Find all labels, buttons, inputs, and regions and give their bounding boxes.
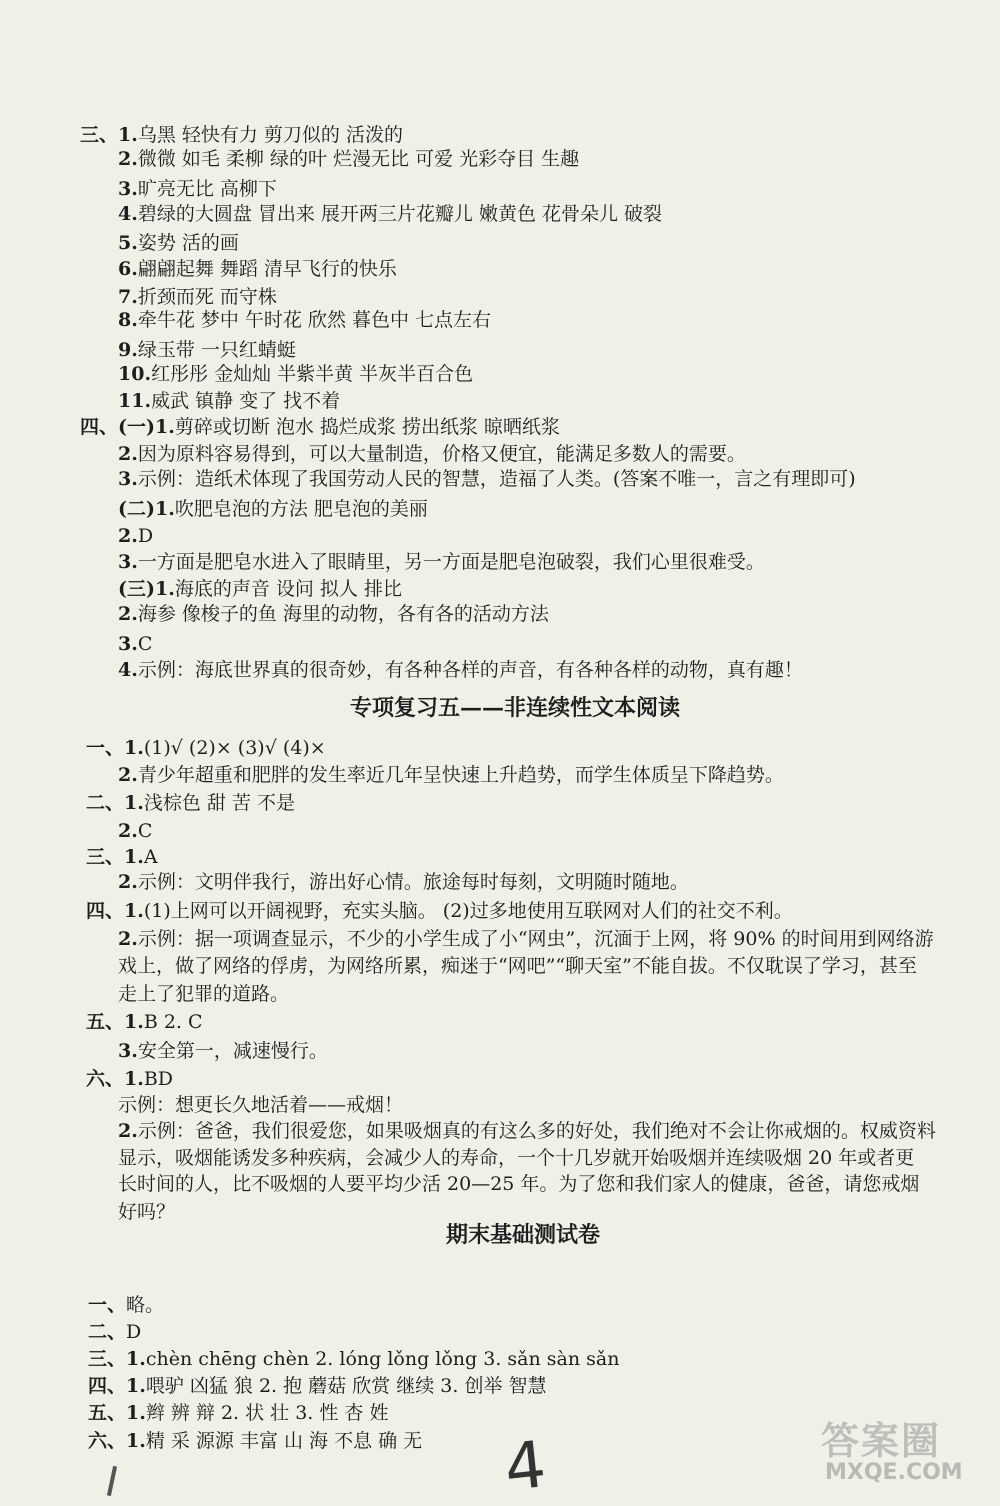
item-number: 四、1. xyxy=(86,900,144,922)
item-number: 11. xyxy=(118,390,152,412)
item-number: 10. xyxy=(118,363,152,385)
answer-text: 精 采 源源 丰富 山 海 不息 确 无 xyxy=(145,1430,423,1452)
answer-text: 戏上，做了网络的俘虏，为网络所累，痴迷于“网吧”“聊天室”不能自拔。不仅耽误了学习，甚至 xyxy=(118,955,917,977)
answer-text: 因为原料容易得到，可以大量制造，价格又便宜，能满足多数人的需要。 xyxy=(137,443,746,465)
answer-line xyxy=(86,898,793,924)
item-number: 4. xyxy=(118,203,138,225)
answer-line xyxy=(88,1319,141,1345)
answer-line xyxy=(88,1346,619,1372)
answer-text: 青少年超重和肥胖的发生率近几年呈快速上升趋势，而学生体质呈下降趋势。 xyxy=(137,764,784,786)
item-number: 2. xyxy=(118,603,138,625)
item-number: 3. xyxy=(118,551,138,573)
answer-line xyxy=(118,496,428,522)
answer-line xyxy=(118,176,277,202)
item-number: 一、 xyxy=(88,1294,127,1316)
answer-line xyxy=(88,1373,547,1399)
answer-text: 安全第一，减速慢行。 xyxy=(137,1040,328,1062)
item-number: 2. xyxy=(118,820,138,842)
answer-line xyxy=(118,818,152,844)
item-number: 三、1. xyxy=(86,846,144,868)
watermark-cn: 答案圈 xyxy=(821,1419,942,1463)
watermark-logo xyxy=(815,1408,995,1494)
answer-text: chèn chēng chèn 2. lóng lǒng lǒng 3. sǎn sàn sǎn xyxy=(145,1348,620,1370)
answer-text: 姿势 活的画 xyxy=(137,232,239,254)
item-number: 2. xyxy=(118,928,138,950)
answer-line xyxy=(118,1171,919,1197)
answer-line xyxy=(118,576,402,602)
answer-text: 浅棕色 甜 苦 不是 xyxy=(143,792,295,814)
item-number: 二、1. xyxy=(86,792,144,814)
watermark-en: MXQE.COM xyxy=(825,1460,963,1485)
item-number: 三、1. xyxy=(80,124,138,146)
answer-line xyxy=(88,1400,388,1426)
answer-line xyxy=(86,790,295,816)
answer-line xyxy=(118,1092,403,1118)
answer-text: B 2. C xyxy=(143,1011,203,1033)
item-number: 8. xyxy=(118,309,138,331)
answer-line xyxy=(118,762,784,788)
answer-line xyxy=(86,1066,173,1092)
answer-line xyxy=(118,230,239,256)
answer-line xyxy=(118,869,689,895)
item-number: 9. xyxy=(118,339,138,361)
item-number: 3. xyxy=(118,178,138,200)
answer-line xyxy=(118,657,803,683)
answer-text: (1)√ (2)× (3)√ (4)× xyxy=(143,737,326,759)
answer-text: 示例：爸爸，我们很爱您，如果吸烟真的有这么多的好处，我们绝对不会让你戒烟的。权威资料 xyxy=(137,1120,936,1142)
item-number: 2. xyxy=(118,525,138,547)
scan-mark xyxy=(107,1466,117,1496)
answer-line xyxy=(118,388,340,414)
answer-text: C xyxy=(137,820,153,842)
answer-text: A xyxy=(143,846,158,868)
item-number: 3. xyxy=(118,633,138,655)
item-number: 3. xyxy=(118,1040,138,1062)
answer-line xyxy=(118,523,153,549)
answer-text: C xyxy=(137,633,153,655)
answer-text: 吹肥皂泡的方法 肥皂泡的美丽 xyxy=(174,498,428,520)
answer-text: 示例：海底世界真的很奇妙，有各种各样的声音，有各种各样的动物，真有趣！ xyxy=(137,659,803,681)
answer-text: 略。 xyxy=(126,1294,165,1316)
answer-text: D xyxy=(137,525,154,547)
answer-text: (1)上网可以开阔视野，充实头脑。 (2)过多地使用互联网对人们的社交不利。 xyxy=(143,900,793,922)
item-number: 四、(一)1. xyxy=(80,416,175,438)
answer-text: 红彤彤 金灿灿 半紫半黄 半灰半百合色 xyxy=(151,363,474,385)
handwritten-page-number: 4 xyxy=(501,1428,550,1506)
answer-text: 示例：据一项调查显示，不少的小学生成了小“网虫”，沉湎于上网，将 90% 的时间用到网络游 xyxy=(137,928,934,950)
answer-text: 海参 像梭子的鱼 海里的动物，各有各的活动方法 xyxy=(137,603,549,625)
item-number: (二)1. xyxy=(118,498,175,520)
item-number: 2. xyxy=(118,871,138,893)
item-number: 一、1. xyxy=(86,737,144,759)
answer-text: 微微 如毛 柔柳 绿的叶 烂漫无比 可爱 光彩夺目 生趣 xyxy=(137,148,580,170)
answer-text: 碧绿的大圆盘 冒出来 展开两三片花瓣儿 嫩黄色 花骨朵儿 破裂 xyxy=(137,203,663,225)
item-number: 六、1. xyxy=(88,1430,146,1452)
answer-line xyxy=(118,307,491,333)
answer-text: 海底的声音 设问 拟人 排比 xyxy=(174,578,402,600)
answer-text: 长时间的人，比不吸烟的人要平均少活 20—25 年。为了您和我们家人的健康，爸爸，请您戒烟 xyxy=(118,1173,920,1195)
answer-text: 剪碎或切断 泡水 捣烂成浆 捞出纸浆 晾晒纸浆 xyxy=(174,416,560,438)
answer-text: 辫 辨 辩 2. 状 壮 3. 性 杏 姓 xyxy=(145,1402,389,1424)
answer-line xyxy=(118,1145,914,1171)
answer-line xyxy=(118,1199,175,1225)
answer-text: 走上了犯罪的道路。 xyxy=(118,983,290,1005)
answer-text: 翩翩起舞 舞蹈 清早飞行的快乐 xyxy=(137,258,397,280)
answer-line xyxy=(88,1292,164,1318)
answer-line xyxy=(80,122,403,148)
answer-text: 乌黑 轻快有力 剪刀似的 活泼的 xyxy=(137,124,403,146)
answer-line xyxy=(80,414,560,440)
answer-line xyxy=(86,735,326,761)
answer-text: 示例：想更长久地活着——戒烟！ xyxy=(118,1094,404,1116)
item-number: 二、 xyxy=(88,1321,127,1343)
answer-line xyxy=(86,1009,203,1035)
answer-text: 示例：文明伴我行，游出好心情。旅途每时每刻，文明随时随地。 xyxy=(137,871,689,893)
item-number: 五、1. xyxy=(88,1402,146,1424)
answer-line xyxy=(118,953,917,979)
section-title: 期末基础测试卷 xyxy=(446,1222,601,1248)
answer-line xyxy=(118,146,579,172)
item-number: (三)1. xyxy=(118,578,175,600)
item-number: 六、1. xyxy=(86,1068,144,1090)
answer-line xyxy=(118,631,152,657)
answer-line xyxy=(118,981,289,1007)
answer-line xyxy=(118,601,549,627)
item-number: 四、1. xyxy=(88,1375,146,1397)
item-number: 3. xyxy=(118,468,138,490)
answer-text: 旷亮无比 高柳下 xyxy=(137,178,277,200)
section-title: 专项复习五——非连续性文本阅读 xyxy=(350,695,681,721)
item-number: 5. xyxy=(118,232,138,254)
item-number: 2. xyxy=(118,148,138,170)
answer-line xyxy=(118,466,856,492)
answer-text: 折颈而死 而守株 xyxy=(137,286,277,308)
item-number: 2. xyxy=(118,764,138,786)
answer-line xyxy=(118,926,934,952)
item-number: 三、1. xyxy=(88,1348,146,1370)
answer-line xyxy=(118,1118,936,1144)
item-number: 五、1. xyxy=(86,1011,144,1033)
answer-text: 一方面是肥皂水进入了眼睛里，另一方面是肥皂泡破裂，我们心里很难受。 xyxy=(137,551,765,573)
answer-text: 示例：造纸术体现了我国劳动人民的智慧，造福了人类。(答案不唯一，言之有理即可) xyxy=(137,468,856,490)
item-number: 2. xyxy=(118,1120,138,1142)
item-number: 2. xyxy=(118,443,138,465)
answer-line xyxy=(88,1428,422,1454)
answer-text: 绿玉带 一只红蜻蜓 xyxy=(137,339,296,361)
answer-text: 威武 镇静 变了 找不着 xyxy=(151,390,341,412)
answer-text: 好吗？ xyxy=(118,1201,176,1223)
answer-line xyxy=(118,361,473,387)
answer-line xyxy=(118,549,765,575)
answer-line xyxy=(118,441,746,467)
answer-line xyxy=(118,256,397,282)
item-number: 7. xyxy=(118,286,138,308)
answer-text: 牵牛花 梦中 午时花 欣然 暮色中 七点左右 xyxy=(137,309,492,331)
answer-line xyxy=(118,201,662,227)
answer-text: BD xyxy=(143,1068,174,1090)
answer-text: 喂驴 凶猛 狼 2. 抱 蘑菇 欣赏 继续 3. 创举 智慧 xyxy=(145,1375,547,1397)
answer-line xyxy=(86,844,158,870)
answer-text: D xyxy=(126,1321,142,1343)
item-number: 6. xyxy=(118,258,138,280)
answer-line xyxy=(118,1038,328,1064)
answer-line xyxy=(118,337,296,363)
answer-text: 显示，吸烟能诱发多种疾病，会减少人的寿命，一个十几岁就开始吸烟并连续吸烟 20 年或者更 xyxy=(118,1147,915,1169)
item-number: 4. xyxy=(118,659,138,681)
